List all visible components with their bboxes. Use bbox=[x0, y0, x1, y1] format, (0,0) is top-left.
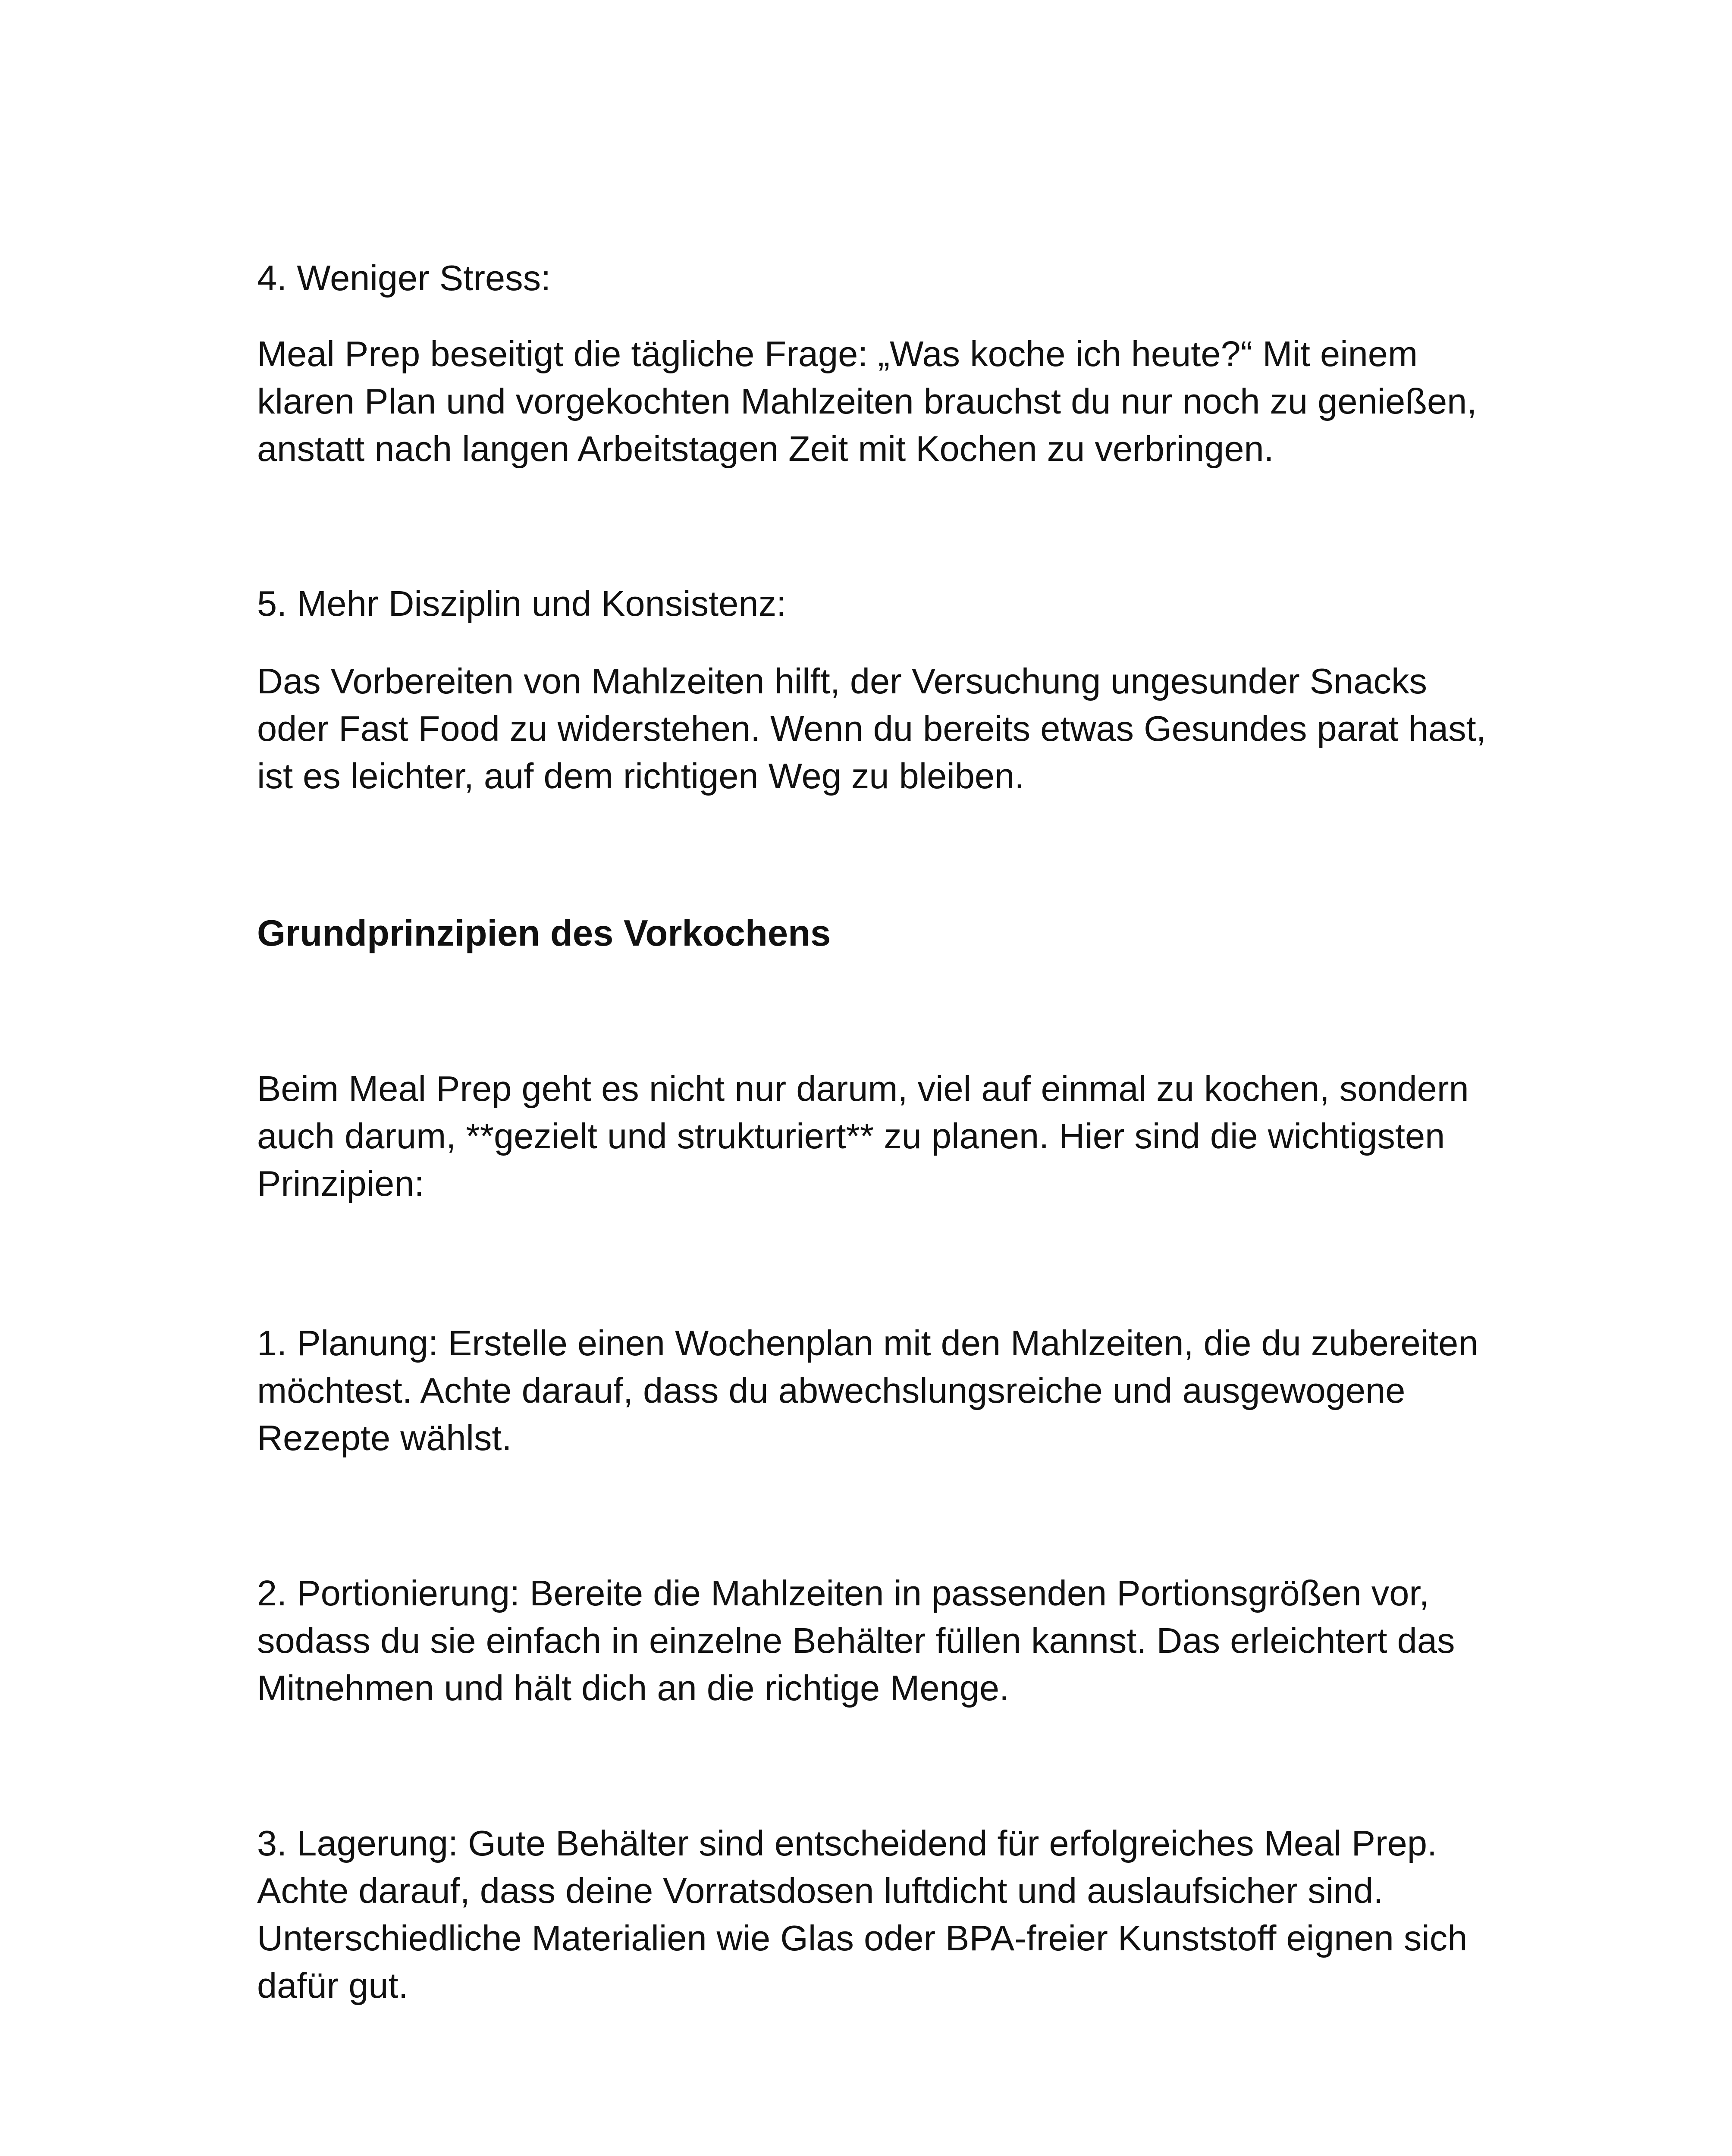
section-4-body: Meal Prep beseitigt die tägliche Frage: „Was koche ich heute?“ Mit einem klaren Plan und vorgekochten Mahlzeiten brauchst du nur noch zu genießen, anstatt nach langen Arbeitstagen Zeit mit Kochen zu verbringen. bbox=[257, 334, 1477, 469]
principle-item: 2. Portionierung: Bereite die Mahlzeiten in passenden Portionsgrößen vor, sodass du sie einfach in einzelne Behälter füllen kannst. Das erleichtert das Mitnehmen und hält dich an die richtige Menge. bbox=[257, 1573, 1455, 1708]
section-heading: Grundprinzipien des Vorkochens bbox=[257, 913, 831, 954]
section-5-title: 5. Mehr Disziplin und Konsistenz: bbox=[257, 583, 787, 624]
principle-item: 1. Planung: Erstelle einen Wochenplan mit den Mahlzeiten, die du zubereiten möchtest. Achte darauf, dass du abwechslungsreiche und ausgewogene Rezepte wählst. bbox=[257, 1323, 1478, 1458]
principle-item: 3. Lagerung: Gute Behälter sind entscheidend für erfolgreiches Meal Prep. Achte darauf, dass deine Vorratsdosen luftdicht und auslaufsicher sind. Unterschiedliche Materialien wie Glas oder BPA-freier Kunststoff eignen sich dafür gut. bbox=[257, 1823, 1468, 2006]
section-4-title: 4. Weniger Stress: bbox=[257, 258, 551, 298]
section-5-body: Das Vorbereiten von Mahlzeiten hilft, der Versuchung ungesunder Snacks oder Fast Food zu widerstehen. Wenn du bereits etwas Gesundes parat hast, ist es leichter, auf dem richtigen Weg zu bleiben. bbox=[257, 661, 1486, 796]
intro-paragraph: Beim Meal Prep geht es nicht nur darum, viel auf einmal zu kochen, sondern auch darum, **gezielt und strukturiert** zu planen. Hier sind die wichtigsten Prinzipien: bbox=[257, 1069, 1469, 1203]
